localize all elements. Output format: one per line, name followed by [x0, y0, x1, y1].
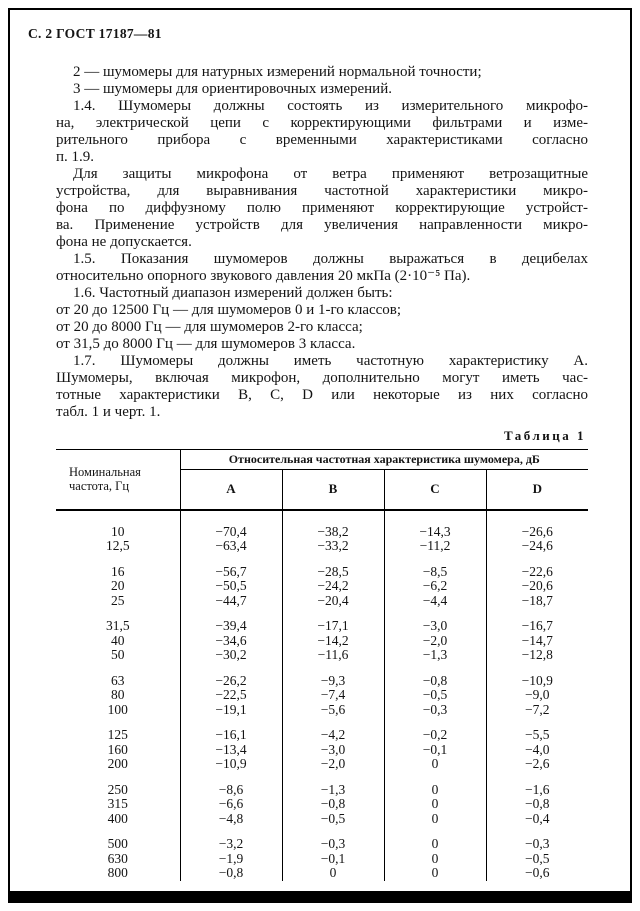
- value-cell: 0: [384, 772, 486, 798]
- table-row: [56, 594, 588, 609]
- value-cell: −5,5: [486, 717, 588, 743]
- value-cell: −33,2: [282, 539, 384, 554]
- value-cell: 0: [384, 797, 486, 812]
- value-cell: −0,1: [384, 743, 486, 758]
- frequency-cell: 25: [111, 592, 125, 608]
- text-line: 1.6. Частотный диапазон измерений должен быть:: [73, 285, 393, 301]
- frequency-cell: 630: [107, 850, 128, 866]
- value-cell: −3,0: [282, 743, 384, 758]
- table-row: [56, 648, 588, 663]
- table-row: [56, 812, 588, 827]
- frequency-cell: 125: [107, 727, 128, 742]
- table-row: [56, 743, 588, 758]
- value-cell: −14,3: [384, 510, 486, 540]
- value-cell: −0,8: [486, 797, 588, 812]
- value-cell: −9,3: [282, 663, 384, 689]
- value-cell: −18,7: [486, 594, 588, 609]
- table-row: [56, 688, 588, 703]
- frequency-cell: 10: [111, 523, 125, 539]
- value-cell: −6,2: [384, 579, 486, 594]
- value-cell: −8,6: [180, 772, 282, 798]
- value-cell: −11,2: [384, 539, 486, 554]
- text-line: от 31,5 до 8000 Гц — для шумомеров 3 класса.: [56, 336, 356, 352]
- frequency-cell: 200: [107, 756, 128, 771]
- text-line: относительно опорного звукового давления 20 мкПа (2·10⁻⁵ Па).: [56, 268, 471, 284]
- table-row: [56, 703, 588, 718]
- table-header: [56, 450, 588, 510]
- table-row: [56, 717, 588, 743]
- value-cell: −1,3: [282, 772, 384, 798]
- value-cell: −0,8: [180, 866, 282, 881]
- value-cell: −16,1: [180, 717, 282, 743]
- value-cell: −4,4: [384, 594, 486, 609]
- value-cell: −0,3: [282, 826, 384, 852]
- value-cell: −0,3: [486, 826, 588, 852]
- frequency-cell: 12,5: [105, 538, 130, 553]
- frequency-cell: 315: [107, 796, 128, 811]
- value-cell: −0,8: [384, 663, 486, 689]
- frequency-cell: 20: [111, 578, 125, 593]
- value-cell: −44,7: [180, 594, 282, 609]
- value-cell: −0,2: [384, 717, 486, 743]
- column-header-frequency: Номинальная частота, Гц: [56, 450, 180, 510]
- value-cell: −14,2: [282, 634, 384, 649]
- text-line: 3 — шумомеры для ориентировочных измерений.: [73, 81, 392, 97]
- value-cell: −10,9: [486, 663, 588, 689]
- value-cell: −3,0: [384, 608, 486, 634]
- table-row: [56, 554, 588, 580]
- value-cell: −8,5: [384, 554, 486, 580]
- value-cell: −24,2: [282, 579, 384, 594]
- value-cell: −39,4: [180, 608, 282, 634]
- value-cell: −34,6: [180, 634, 282, 649]
- value-cell: −30,2: [180, 648, 282, 663]
- value-cell: −0,3: [384, 703, 486, 718]
- value-cell: −1,6: [486, 772, 588, 798]
- page-frame: [8, 8, 632, 903]
- table-caption: Таблица 1: [503, 428, 586, 443]
- value-cell: −3,2: [180, 826, 282, 852]
- value-cell: 0: [384, 852, 486, 867]
- frequency-cell: 250: [107, 781, 128, 797]
- text-line: на, электрической цепи с корректирующими фильтрами и изме-: [56, 115, 588, 131]
- value-cell: −13,4: [180, 743, 282, 758]
- value-cell: −11,6: [282, 648, 384, 663]
- table-row: [56, 634, 588, 649]
- value-cell: −22,6: [486, 554, 588, 580]
- frequency-response-table: [56, 449, 588, 881]
- frequency-cell: 100: [107, 701, 128, 717]
- value-cell: 0: [384, 866, 486, 881]
- text-line: от 20 до 12500 Гц — для шумомеров 0 и 1-го классов;: [56, 302, 402, 318]
- text-line: 1.7. Шумомеры должны иметь частотную характеристику А.: [73, 353, 588, 369]
- table-row: [56, 797, 588, 812]
- table-row: [56, 826, 588, 852]
- value-cell: −0,5: [384, 688, 486, 703]
- column-header-a: А: [180, 470, 282, 510]
- text-line: рительного прибора с временными характеристиками согласно: [56, 132, 588, 148]
- text-line: Для защиты микрофона от ветра применяют ветрозащитные: [73, 166, 588, 182]
- column-header-c: С: [384, 470, 486, 510]
- value-cell: 0: [384, 826, 486, 852]
- value-cell: −4,2: [282, 717, 384, 743]
- value-cell: −26,2: [180, 663, 282, 689]
- table-row: [56, 539, 588, 554]
- value-cell: −24,6: [486, 539, 588, 554]
- value-cell: −20,4: [282, 594, 384, 609]
- paragraphs: [56, 64, 588, 421]
- frequency-cell: 16: [111, 563, 125, 579]
- text-line: 1.5. Показания шумомеров должны выражаться в децибелах: [73, 251, 588, 267]
- value-cell: −56,7: [180, 554, 282, 580]
- value-cell: −14,7: [486, 634, 588, 649]
- table-body: [56, 510, 588, 881]
- value-cell: −26,6: [486, 510, 588, 540]
- page-header: С. 2 ГОСТ 17187—81: [28, 26, 162, 41]
- value-cell: −63,4: [180, 539, 282, 554]
- text-line: фона не допускается.: [56, 234, 192, 250]
- text-line: ва. Применение устройств для увеличения направленности микро-: [56, 217, 588, 233]
- text-line: 1.4. Шумомеры должны состоять из измерительного микрофо-: [73, 98, 588, 114]
- value-cell: −28,5: [282, 554, 384, 580]
- value-cell: −7,4: [282, 688, 384, 703]
- value-cell: −6,6: [180, 797, 282, 812]
- value-cell: −5,6: [282, 703, 384, 718]
- value-cell: −22,5: [180, 688, 282, 703]
- value-cell: −70,4: [180, 510, 282, 540]
- table-row: [56, 579, 588, 594]
- column-header-span: Относительная частотная характеристика шумомера, дБ: [180, 450, 588, 470]
- value-cell: −7,2: [486, 703, 588, 718]
- value-cell: −0,8: [282, 797, 384, 812]
- frequency-cell: 40: [111, 632, 125, 648]
- frequency-cell: 500: [107, 836, 128, 851]
- table-row: [56, 772, 588, 798]
- table-row: [56, 608, 588, 634]
- value-cell: −0,6: [486, 866, 588, 881]
- value-cell: −10,9: [180, 757, 282, 772]
- value-cell: −12,8: [486, 648, 588, 663]
- value-cell: −0,5: [282, 812, 384, 827]
- table-row: [56, 663, 588, 689]
- frequency-cell: 800: [107, 865, 128, 880]
- text-line: 2 — шумомеры для натурных измерений нормальной точности;: [73, 64, 482, 80]
- frequency-cell: 50: [111, 647, 125, 662]
- value-cell: −9,0: [486, 688, 588, 703]
- value-cell: −20,6: [486, 579, 588, 594]
- frequency-cell: 80: [111, 687, 125, 702]
- value-cell: 0: [384, 757, 486, 772]
- table-row: [56, 757, 588, 772]
- frequency-cell: 31,5: [105, 618, 130, 633]
- frequency-cell: 63: [111, 672, 125, 688]
- text-line: устройства, для выравнивания частотной характеристики микро-: [56, 183, 588, 199]
- value-cell: −0,5: [486, 852, 588, 867]
- value-cell: −38,2: [282, 510, 384, 540]
- table-row: [56, 852, 588, 867]
- text-line: табл. 1 и черт. 1.: [56, 404, 161, 420]
- value-cell: −2,0: [384, 634, 486, 649]
- value-cell: −17,1: [282, 608, 384, 634]
- text-line: п. 1.9.: [56, 149, 95, 165]
- value-cell: 0: [282, 866, 384, 881]
- value-cell: −50,5: [180, 579, 282, 594]
- text-line: Шумомеры, включая микрофон, дополнительно могут иметь час-: [56, 370, 588, 386]
- text-line: тотные характеристики В, С, D или некоторые из них согласно: [56, 387, 588, 403]
- value-cell: −4,8: [180, 812, 282, 827]
- value-cell: −0,4: [486, 812, 588, 827]
- value-cell: −2,0: [282, 757, 384, 772]
- column-header-d: D: [486, 470, 588, 510]
- column-header-b: В: [282, 470, 384, 510]
- text-line: фона по диффузному полю применяют корректирующие устройст-: [56, 200, 588, 216]
- value-cell: −4,0: [486, 743, 588, 758]
- table-row: [56, 866, 588, 881]
- value-cell: −2,6: [486, 757, 588, 772]
- table-row: [56, 510, 588, 540]
- frequency-cell: 400: [107, 810, 128, 826]
- text-line: от 20 до 8000 Гц — для шумомеров 2-го класса;: [56, 319, 363, 335]
- value-cell: −1,9: [180, 852, 282, 867]
- value-cell: 0: [384, 812, 486, 827]
- frequency-cell: 160: [107, 741, 128, 757]
- value-cell: −19,1: [180, 703, 282, 718]
- value-cell: −16,7: [486, 608, 588, 634]
- value-cell: −1,3: [384, 648, 486, 663]
- value-cell: −0,1: [282, 852, 384, 867]
